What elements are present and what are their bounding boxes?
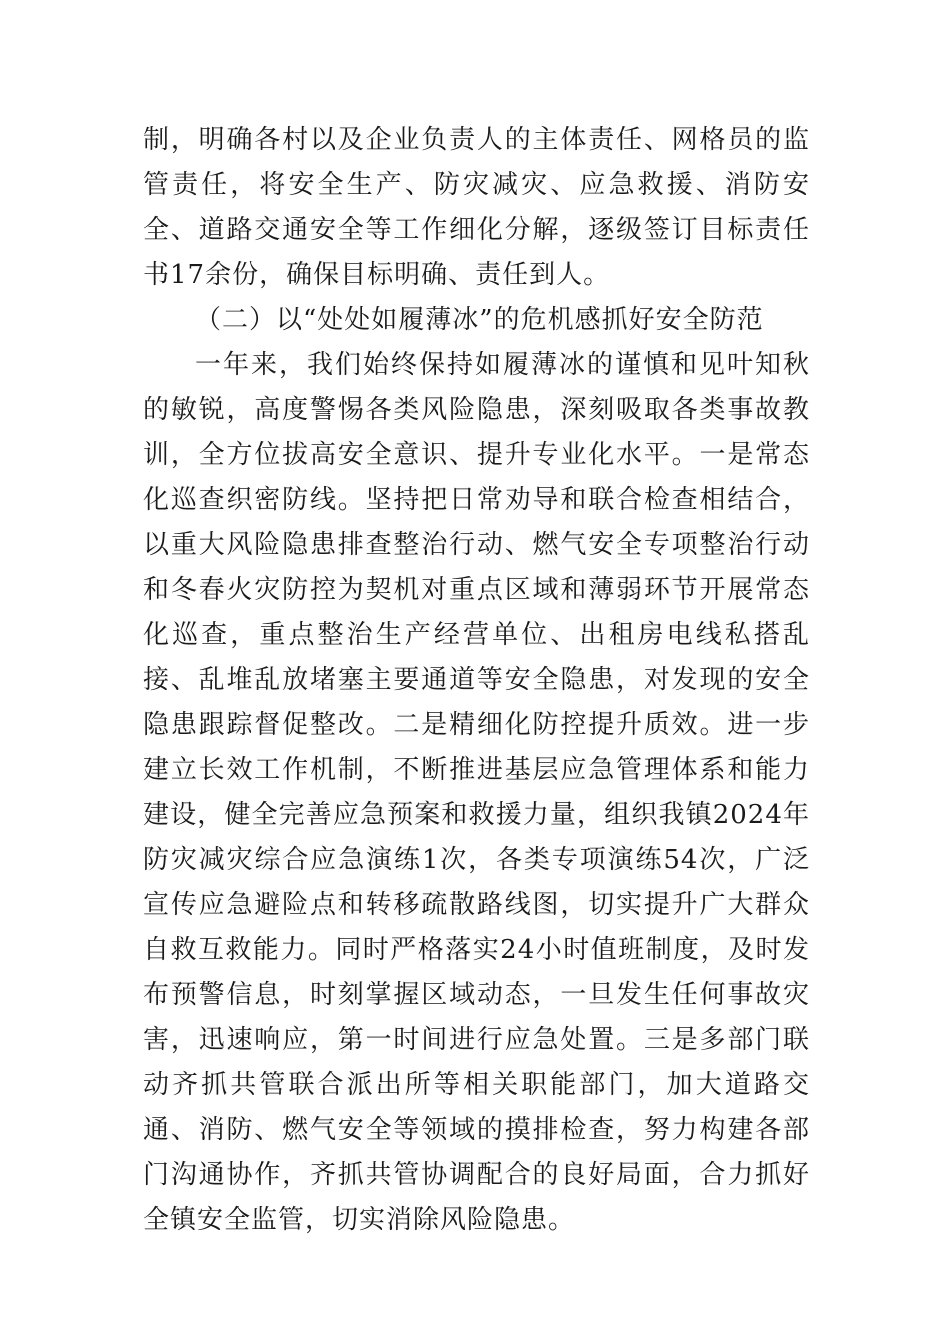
section-heading: （二）以“处处如履薄冰”的危机感抓好安全防范 (195, 305, 764, 335)
paragraph-continuation: 制，明确各村以及企业负责人的主体责任、网格员的监管责任，将安全生产、防灾减灾、应急救援、消防安全、道路交通安全等工作细化分解，逐级签订目标责任书17余份，确保目标明确、责任到人。 (143, 125, 810, 290)
section-body-paragraph: 一年来，我们始终保持如履薄冰的谨慎和见叶知秋的敏锐，高度警惕各类风险隐患，深刻吸取各类事故教训，全方位拔高安全意识、提升专业化水平。一是常态化巡查织密防线。坚持把日常劝导和联合检查相结合，以重大风险隐患排查整治行动、燃气安全专项整治行动和冬春火灾防控为契机对重点区域和薄弱环节开展常态化巡查，重点整治生产经营单位、出租房电线私搭乱接、乱堆乱放堵塞主要通道等安全隐患，对发现的安全隐患跟踪督促整改。二是精细化防控提升质效。进一步建立长效工作机制，不断推进基层应急管理体系和能力建设，健全完善应急预案和救援力量，组织我镇2024年防灾减灾综合应急演练1次，各类专项演练54次，广泛宣传应急避险点和转移疏散路线图，切实提升广大群众自救互救能力。同时严格落实24小时值班制度，及时发布预警信息，时刻掌握区域动态，一旦发生任何事故灾害，迅速响应，第一时间进行应急处置。三是多部门联动齐抓共管联合派出所等相关职能部门，加大道路交通、消防、燃气安全等领域的摸排检查，努力构建各部门沟通协作，齐抓共管协调配合的良好局面，合力抓好全镇安全监管，切实消除风险隐患。 (143, 350, 810, 1235)
document-body (143, 118, 810, 1243)
